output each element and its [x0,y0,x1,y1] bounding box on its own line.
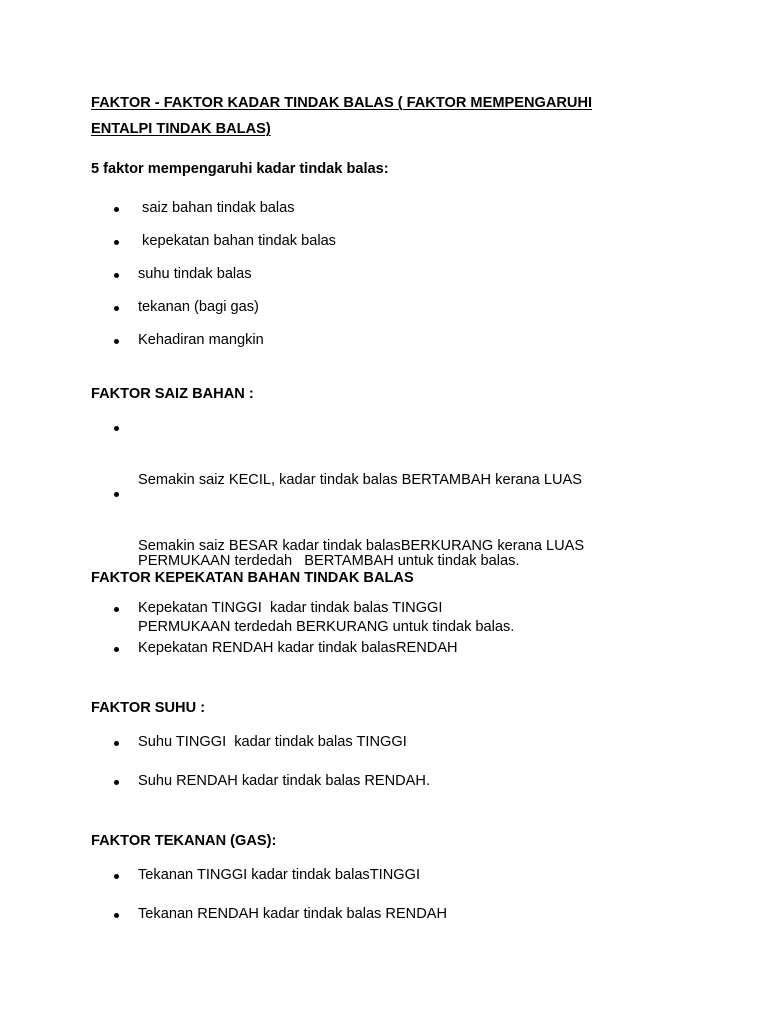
bullet-icon [114,780,119,785]
bullet-icon [114,339,119,344]
section-heading-tekanan: FAKTOR TEKANAN (GAS): [91,833,277,849]
saiz-list-item-line-1: Semakin saiz BESAR kadar tindak balasBERKURANG kerana LUAS [138,538,585,554]
intro-list-item: suhu tindak balas [138,266,252,282]
bullet-icon [114,273,119,278]
intro-list-item: Kehadiran mangkin [138,332,264,348]
bullet-icon [114,426,119,431]
bullet-icon [114,607,119,612]
tekanan-list-item: Tekanan TINGGI kadar tindak balasTINGGI [138,867,420,883]
suhu-list-item: Suhu RENDAH kadar tindak balas RENDAH. [138,773,430,789]
bullet-icon [114,207,119,212]
intro-list-item: tekanan (bagi gas) [138,299,259,315]
document-title-line-1: FAKTOR - FAKTOR KADAR TINDAK BALAS ( FAKTOR MEMPENGARUHI [91,95,593,111]
bullet-icon [114,913,119,918]
bullet-icon [114,492,119,497]
saiz-list-item-line-2: PERMUKAAN terdedah BERTAMBAH untuk tindak balas. [138,553,520,569]
bullet-icon [114,874,119,879]
bullet-icon [114,306,119,311]
bullet-icon [114,240,119,245]
section-heading-suhu: FAKTOR SUHU : [91,700,206,716]
intro-list-item: saiz bahan tindak balas [138,200,295,216]
saiz-list-item-line-1: Semakin saiz KECIL, kadar tindak balas BERTAMBAH kerana LUAS [138,472,582,488]
kepekatan-list-item: Kepekatan TINGGI kadar tindak balas TINGGI [138,600,443,616]
section-heading-kepekatan: FAKTOR KEPEKATAN BAHAN TINDAK BALAS [91,570,414,586]
bullet-icon [114,741,119,746]
document-title-line-2: ENTALPI TINDAK BALAS) [91,121,271,137]
section-heading-saiz: FAKTOR SAIZ BAHAN : [91,386,254,402]
kepekatan-list-item: Kepekatan RENDAH kadar tindak balasRENDAH [138,640,458,656]
suhu-list-item: Suhu TINGGI kadar tindak balas TINGGI [138,734,407,750]
bullet-icon [114,647,119,652]
saiz-list-item-line-2: PERMUKAAN terdedah BERKURANG untuk tindak balas. [138,619,515,635]
intro-heading: 5 faktor mempengaruhi kadar tindak balas: [91,161,389,177]
intro-list-item: kepekatan bahan tindak balas [138,233,336,249]
tekanan-list-item: Tekanan RENDAH kadar tindak balas RENDAH [138,906,448,922]
